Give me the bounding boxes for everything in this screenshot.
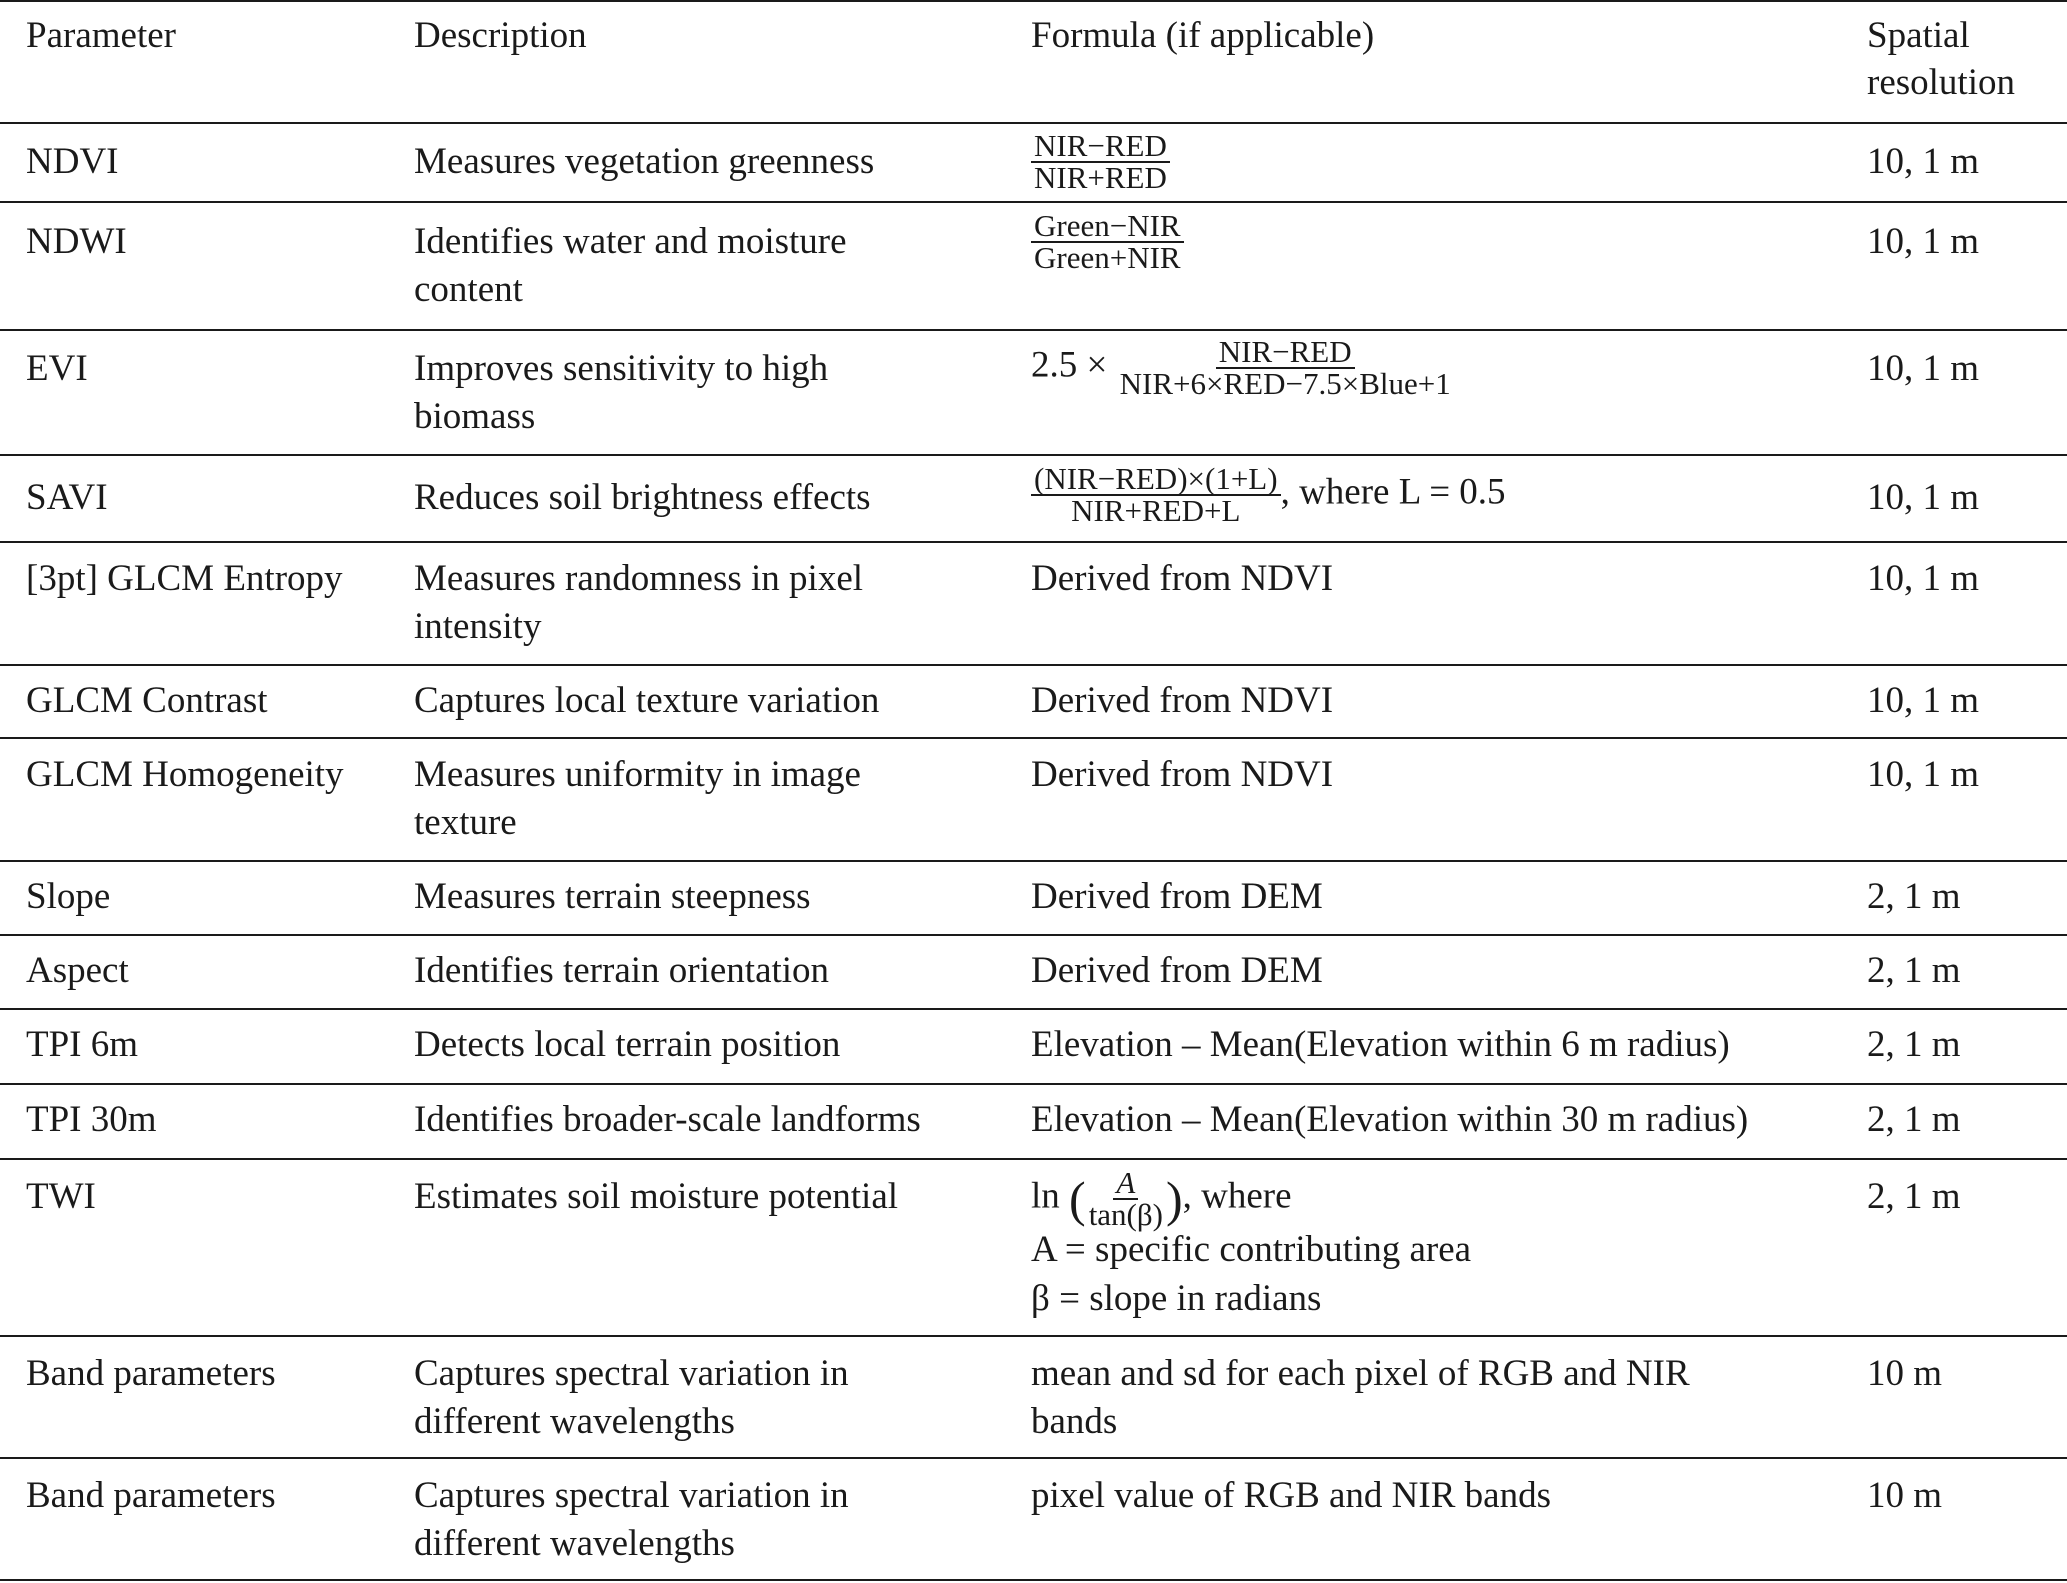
description-cell: Measures terrain steepness: [414, 876, 811, 917]
formula-cell: Derived from NDVI: [1031, 680, 1334, 721]
description-cell: Identifies terrain orientation: [414, 950, 830, 991]
formula-prefix: ln: [1031, 1175, 1060, 1217]
resolution-cell: 2, 1 m: [1867, 1024, 1961, 1065]
resolution-cell: 10, 1 m: [1867, 477, 1980, 518]
formula-numerator: NIR−RED: [1216, 337, 1355, 369]
formula-fraction: [1086, 1165, 1166, 1232]
formula-denominator: NIR+RED: [1034, 160, 1167, 195]
row-rule: [0, 201, 2067, 203]
formula-cell: pixel value of RGB and NIR bands: [1031, 1475, 1551, 1516]
formula-cell: Derived from NDVI: [1031, 754, 1334, 795]
header-rule: [0, 122, 2067, 124]
description-line1: Captures spectral variation in: [414, 1475, 849, 1516]
description-cell: Reduces soil brightness effects: [414, 477, 871, 518]
resolution-cell: 2, 1 m: [1867, 1099, 1961, 1140]
formula-cell: Elevation – Mean(Elevation within 6 m radius): [1031, 1024, 1730, 1065]
resolution-cell: 2, 1 m: [1867, 1176, 1961, 1217]
resolution-cell: 10, 1 m: [1867, 221, 1980, 262]
description-line2: biomass: [414, 396, 536, 437]
resolution-cell: 10, 1 m: [1867, 680, 1980, 721]
formula-prefix: 2.5 ×: [1031, 344, 1108, 386]
formula-denominator: Green+NIR: [1034, 240, 1181, 275]
formula-cell: Derived from DEM: [1031, 950, 1323, 991]
row-rule: [0, 541, 2067, 543]
parameter-cell: TPI 6m: [26, 1024, 139, 1065]
parameter-cell: Slope: [26, 876, 111, 917]
description-line1: Measures uniformity in image: [414, 754, 861, 795]
description-cell: Captures local texture variation: [414, 680, 880, 721]
resolution-cell: 10, 1 m: [1867, 754, 1980, 795]
resolution-cell: 10 m: [1867, 1475, 1943, 1516]
description-line1: Measures randomness in pixel: [414, 558, 864, 599]
formula-denominator: tan(β): [1088, 1197, 1163, 1232]
parameter-cell: Band parameters: [26, 1353, 276, 1394]
description-line2: different wavelengths: [414, 1523, 735, 1564]
row-rule: [0, 934, 2067, 936]
description-cell: Estimates soil moisture potential: [414, 1176, 899, 1217]
description-cell: Measures vegetation greenness: [414, 141, 875, 182]
table-top-rule: [0, 0, 2067, 2]
parameter-cell: Aspect: [26, 950, 129, 991]
parameter-cell: Band parameters: [26, 1475, 276, 1516]
description-cell: Detects local terrain position: [414, 1024, 841, 1065]
resolution-cell: 10, 1 m: [1867, 141, 1980, 182]
description-cell: Identifies broader-scale landforms: [414, 1099, 921, 1140]
parameter-cell: TPI 30m: [26, 1099, 157, 1140]
formula-numerator: NIR−RED: [1031, 131, 1170, 163]
header-resolution-line2: resolution: [1867, 62, 2015, 103]
formula-fraction: [1031, 128, 1170, 195]
formula-cell: [1031, 461, 1506, 528]
parameter-cell: GLCM Homogeneity: [26, 754, 344, 795]
parameter-cell: NDWI: [26, 221, 127, 262]
resolution-cell: 2, 1 m: [1867, 876, 1961, 917]
formula-cell: [1031, 334, 1454, 401]
formula-cell: Derived from NDVI: [1031, 558, 1334, 599]
formula-denominator: NIR+6×RED−7.5×Blue+1: [1119, 366, 1451, 401]
header-formula: Formula (if applicable): [1031, 15, 1375, 56]
row-rule: [0, 1335, 2067, 1337]
right-paren: ): [1165, 1171, 1183, 1227]
formula-cell: [1031, 128, 1170, 195]
formula-fraction: [1031, 208, 1184, 275]
description-line2: intensity: [414, 606, 542, 647]
formula-suffix: , where: [1182, 1175, 1292, 1217]
formula-line1: mean and sd for each pixel of RGB and NIR: [1031, 1353, 1690, 1394]
description-line2: content: [414, 269, 523, 310]
formula-cell: Derived from DEM: [1031, 876, 1323, 917]
header-parameter: Parameter: [26, 15, 176, 56]
description-line2: different wavelengths: [414, 1401, 735, 1442]
formula-numerator: Green−NIR: [1031, 211, 1184, 243]
formula-denominator: NIR+RED+L: [1071, 493, 1241, 528]
header-description: Description: [414, 15, 587, 56]
formula-line1: [1031, 1165, 1292, 1232]
formula-line3: β = slope in radians: [1031, 1278, 1322, 1319]
row-rule: [0, 860, 2067, 862]
resolution-cell: 10, 1 m: [1867, 348, 1980, 389]
formula-line2: bands: [1031, 1401, 1118, 1442]
parameter-cell: [3pt] GLCM Entropy: [26, 558, 343, 599]
description-line1: Captures spectral variation in: [414, 1353, 849, 1394]
row-rule: [0, 1457, 2067, 1459]
table-bottom-rule: [0, 1579, 2067, 1581]
header-resolution-line1: Spatial: [1867, 15, 1970, 56]
row-rule: [0, 737, 2067, 739]
parameter-cell: SAVI: [26, 477, 108, 518]
resolution-cell: 2, 1 m: [1867, 950, 1961, 991]
row-rule: [0, 664, 2067, 666]
formula-line2: A = specific contributing area: [1031, 1229, 1472, 1270]
description-line2: texture: [414, 802, 517, 843]
formula-numerator: (NIR−RED)×(1+L): [1031, 464, 1281, 496]
parameter-cell: TWI: [26, 1176, 96, 1217]
formula-fraction: [1117, 334, 1454, 401]
formula-cell: [1031, 208, 1184, 275]
row-rule: [0, 1158, 2067, 1160]
resolution-cell: 10, 1 m: [1867, 558, 1980, 599]
row-rule: [0, 1083, 2067, 1085]
parameter-cell: GLCM Contrast: [26, 680, 268, 721]
parameter-cell: EVI: [26, 348, 88, 389]
formula-fraction: [1031, 461, 1281, 528]
formula-suffix: , where L = 0.5: [1280, 471, 1506, 513]
formula-numerator: A: [1113, 1168, 1138, 1200]
parameter-cell: NDVI: [26, 141, 119, 182]
left-paren: (: [1069, 1171, 1086, 1227]
description-line1: Improves sensitivity to high: [414, 348, 829, 389]
description-line1: Identifies water and moisture: [414, 221, 847, 262]
formula-cell: Elevation – Mean(Elevation within 30 m radius): [1031, 1099, 1749, 1140]
resolution-cell: 10 m: [1867, 1353, 1943, 1394]
row-rule: [0, 329, 2067, 331]
row-rule: [0, 454, 2067, 456]
row-rule: [0, 1008, 2067, 1010]
